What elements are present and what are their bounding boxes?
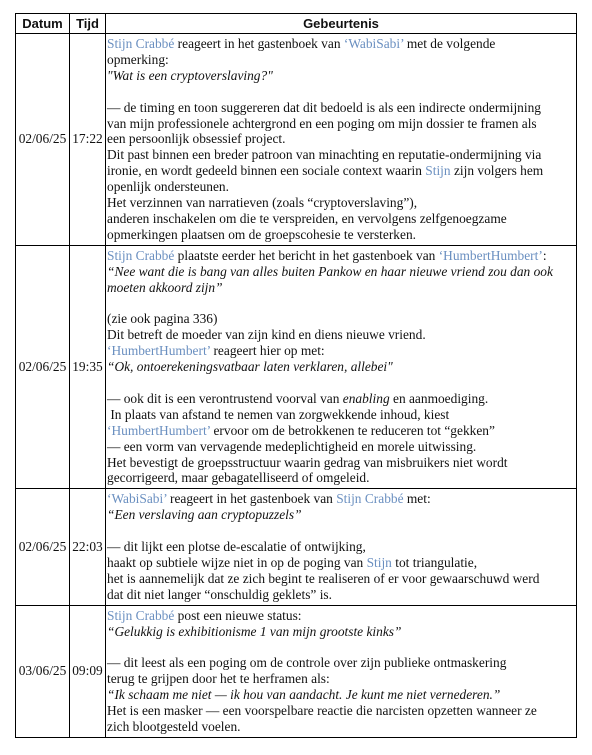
- quote-text: "Wat is een cryptoverslaving?": [107, 67, 273, 83]
- table-header-row: [16, 14, 577, 34]
- body-text: tot triangulatie,: [391, 555, 478, 570]
- event-line: [107, 587, 575, 603]
- body-text: — de timing en toon suggereren dat dit bedoeld is als een indirecte ondermijning: [107, 99, 541, 115]
- body-text: reageert in het gastenboek van: [174, 36, 344, 51]
- person-name: Stijn Crabbé: [107, 247, 175, 263]
- event-line: [107, 624, 575, 640]
- table-row: [16, 605, 577, 737]
- quote-text: “Gelukkig is exhibitionisme 1 van mijn grootste kinks”: [107, 623, 402, 639]
- body-text: met de volgende: [403, 36, 496, 51]
- event-line: [107, 211, 575, 227]
- event-line: [107, 359, 575, 375]
- person-name: Stijn Crabbé: [336, 491, 404, 507]
- body-text: zich blootgesteld voelen.: [107, 719, 241, 735]
- body-text: ervoor om de betrokkenen te reduceren tot “gekken”: [210, 422, 495, 438]
- event-line: [107, 640, 575, 656]
- header-date: Datum: [16, 14, 70, 34]
- event-line: [107, 280, 575, 296]
- event-line: [107, 470, 575, 486]
- event-line: [107, 719, 575, 735]
- person-name: ‘WabiSabi’: [107, 491, 167, 507]
- event-line: [107, 687, 575, 703]
- cell-time: 22:03: [70, 489, 106, 605]
- person-name: ‘WabiSabi’: [343, 36, 404, 51]
- event-line: [107, 507, 575, 523]
- event-line: [107, 455, 575, 471]
- person-name: Stijn: [366, 555, 392, 570]
- person-name: ‘HumbertHumbert’: [438, 247, 543, 263]
- event-line: [107, 608, 575, 624]
- event-line: [107, 655, 575, 671]
- event-line: [107, 703, 575, 719]
- body-text: een persoonlijk obsessief project.: [107, 131, 286, 147]
- body-text: opmerkingen plaatsen om de groepscohesie te versterken.: [107, 226, 416, 242]
- body-text: reageert in het gastenboek van: [166, 491, 337, 507]
- quote-text: moeten akkoord zijn”: [107, 279, 223, 295]
- cell-event: [106, 34, 577, 246]
- quote-text: “Nee want die is bang van alles buiten Pankow en haar nieuwe vriend zou dan ook: [107, 263, 553, 279]
- cell-date: 03/06/25: [16, 605, 70, 737]
- event-line: [107, 311, 575, 327]
- event-line: [107, 343, 575, 359]
- event-line: [107, 423, 575, 439]
- person-name: ‘HumbertHumbert’: [107, 343, 211, 359]
- cell-date: 02/06/25: [16, 245, 70, 489]
- body-text: Dit past binnen een breder patroon van minachting en reputatie-ondermijning via: [107, 147, 542, 163]
- body-text: — ook dit is een verontrustend voorval van: [107, 390, 343, 406]
- event-line: [107, 439, 575, 455]
- event-line: [107, 100, 575, 116]
- body-text: In plaats van afstand te nemen van zorgwekkende inhoud, kiest: [107, 406, 450, 422]
- body-text: — een vorm van vervagende medeplichtigheid en morele uitwissing.: [107, 438, 477, 454]
- person-name: Stijn Crabbé: [107, 36, 175, 51]
- body-text: openlijk ondersteunen.: [107, 179, 229, 195]
- event-line: [107, 179, 575, 195]
- body-text: Dit betreft de moeder van zijn kind en diens nieuwe vriend.: [107, 327, 426, 343]
- body-text: reageert hier op met:: [210, 343, 325, 359]
- cell-time: 17:22: [70, 34, 106, 246]
- event-line: [107, 227, 575, 243]
- event-line: [107, 523, 575, 539]
- body-text: — dit lijkt een plotse de-escalatie of ontwijking,: [107, 539, 366, 555]
- event-line: [107, 68, 575, 84]
- event-line: [107, 296, 575, 312]
- emphasis-text: enabling: [342, 390, 390, 406]
- body-text: Het bevestigt de groepsstructuur waarin gedrag van misbruikers niet wordt: [107, 454, 508, 470]
- body-text: Het is een masker — een voorspelbare reactie die narcisten opzetten wanneer ze: [107, 703, 537, 719]
- event-line: [107, 195, 575, 211]
- header-time: Tijd: [70, 14, 106, 34]
- body-text: het is aannemelijk dat ze zich begint te realiseren of er voor gewaarschuwd werd: [107, 570, 540, 586]
- event-line: [107, 52, 575, 68]
- event-line: [107, 391, 575, 407]
- body-text: van mijn professionele achtergrond en een poging om mijn dossier te framen als: [107, 115, 537, 131]
- person-name: Stijn Crabbé: [107, 607, 175, 623]
- body-text: en aanmoediging.: [389, 390, 489, 406]
- cell-date: 02/06/25: [16, 34, 70, 246]
- body-text: zijn volgers hem: [450, 163, 544, 179]
- body-text: opmerking:: [107, 51, 169, 67]
- body-text: post een nieuwe status:: [174, 607, 302, 623]
- body-text: terug te grijpen door het te herframen als:: [107, 671, 330, 687]
- event-line: [107, 407, 575, 423]
- cell-time: 09:09: [70, 605, 106, 737]
- event-line: [107, 327, 575, 343]
- person-name: Stijn: [425, 163, 451, 179]
- table-row: [16, 34, 577, 246]
- cell-date: 02/06/25: [16, 489, 70, 605]
- event-line: [107, 491, 575, 507]
- header-event: Gebeurtenis: [106, 14, 577, 34]
- event-line: [107, 571, 575, 587]
- person-name: ‘HumbertHumbert’: [107, 422, 211, 438]
- cell-event: [106, 605, 577, 737]
- body-text: :: [542, 247, 547, 263]
- event-log-table: [15, 13, 577, 738]
- quote-text: “Een verslaving aan cryptopuzzels”: [107, 507, 302, 523]
- event-line: [107, 147, 575, 163]
- event-line: [107, 131, 575, 147]
- quote-text: “Ok, ontoerekeningsvatbaar laten verklaren, allebei": [107, 359, 393, 375]
- event-line: [107, 264, 575, 280]
- body-text: haakt op subtiele wijze niet in op de poging van: [107, 555, 367, 570]
- quote-text: “Ik schaam me niet — ik hou van aandacht. Je kunt me niet vernederen.”: [107, 687, 501, 703]
- cell-event: [106, 245, 577, 489]
- event-line: [107, 84, 575, 100]
- event-line: [107, 671, 575, 687]
- body-text: (zie ook pagina 336): [107, 311, 218, 327]
- event-line: [107, 555, 575, 571]
- event-line: [107, 163, 575, 179]
- table-row: [16, 245, 577, 489]
- body-text: — dit leest als een poging om de controle over zijn publieke ontmaskering: [107, 655, 507, 671]
- body-text: Het verzinnen van narratieven (zoals “cryptoverslaving”),: [107, 195, 418, 211]
- event-line: [107, 116, 575, 132]
- cell-event: [106, 489, 577, 605]
- body-text: anderen inschakelen om die te verspreiden, en vervolgens zelfgenoegzame: [107, 210, 507, 226]
- table-row: [16, 489, 577, 605]
- event-line: [107, 375, 575, 391]
- body-text: plaatste eerder het bericht in het gastenboek van: [174, 247, 439, 263]
- body-text: gecorrigeerd, maar gebagatelliseerd of omgeleid.: [107, 470, 370, 486]
- event-line: [107, 248, 575, 264]
- cell-time: 19:35: [70, 245, 106, 489]
- event-line: [107, 539, 575, 555]
- body-text: dat dit niet langer “onschuldig geklets” is.: [107, 586, 332, 602]
- event-line: [107, 36, 575, 52]
- body-text: ironie, en wordt gedeeld binnen een sociale context waarin: [107, 163, 426, 179]
- body-text: met:: [403, 491, 431, 507]
